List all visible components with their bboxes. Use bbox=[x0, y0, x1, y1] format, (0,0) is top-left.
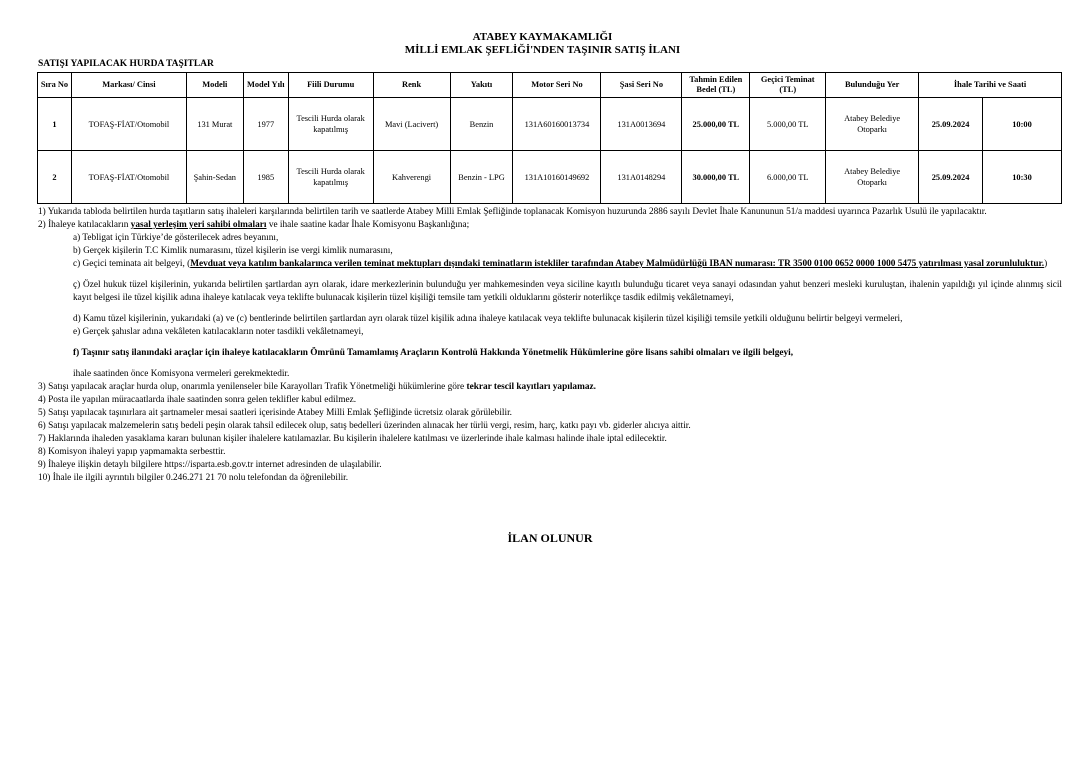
cell-color: Mavi (Lacivert) bbox=[373, 98, 450, 151]
cell-brand: TOFAŞ-FİAT/Otomobil bbox=[71, 151, 186, 204]
section-title: SATIŞI YAPILACAK HURDA TAŞITLAR bbox=[38, 59, 214, 69]
cell-no: 1 bbox=[38, 98, 72, 151]
cell-date: 25.09.2024 bbox=[919, 98, 983, 151]
paragraph-6: 6) Satışı yapılacak malzemelerin satış bedeli peşin olarak tahsil edilecek olup, satış bedelleri üzerinden alınacak her türlü vergi, resim, harç, katkı payı vb. giderler alıcıya aittir. bbox=[38, 421, 691, 431]
paragraph-1: 1) Yukarıda tabloda belirtilen hurda taşıtların satış ihaleleri karşılarında belirtilen tarih ve saatlerde Atabey Milli Emlak Şefliğinde toplanacak Komisyon huzurunda 2886 sayılı Devlet İhale Kanununun 51/a maddesi uyarınca Pazarlık Usulü ile yapılacaktır. bbox=[38, 207, 987, 217]
cell-location: Atabey Belediye Otoparkı bbox=[826, 98, 919, 151]
paragraph-4: 4) Posta ile yapılan müracaatlarda ihale saatinden sonra gelen teklifler kabul edilmez. bbox=[38, 395, 357, 405]
item-a: a) Tebligat için Türkiye’de gösterilecek adres beyanını, bbox=[73, 233, 279, 243]
paragraph-10: 10) İhale ile ilgili ayrıntılı bilgiler 0.246.271 21 70 nolu telefondan da öğrenilebilir. bbox=[38, 473, 349, 483]
item-d: d) Kamu tüzel kişilerinin, yukarıdaki (a) ve (c) bentlerinde belirtilen şartlardan ayrı olarak tüzel kişilik adına ihaleye katılacak veya teklifte bulunacak kişilerin tüzel kişiliği temsile yetkili olduğunu belirtir belgeyi vermeleri, bbox=[73, 314, 903, 324]
cell-bond: 5.000,00 TL bbox=[750, 98, 826, 151]
cell-chassis: 131A0013694 bbox=[601, 98, 682, 151]
item-c: c) Geçici teminata ait belgeyi, (Mevduat veya katılım bankalarınca verilen teminat mektupları dışındaki teminatların istekliler tarafından Atabey Malmüdürlüğü IBAN numarası: TR 3500 0100 0652 0000 1000 5475 yatırılması yasal zorunluluktur.) bbox=[73, 259, 1048, 269]
cell-time: 10:00 bbox=[983, 98, 1062, 151]
cell-year: 1977 bbox=[243, 98, 288, 151]
cell-date: 25.09.2024 bbox=[919, 151, 983, 204]
paragraph-2: 2) İhaleye katılacakların yasal yerleşim yeri sahibi olmaları ve ihale saatine kadar İhale Komisyonu Başkanlığına; bbox=[38, 220, 470, 230]
paragraph-8: 8) Komisyon ihaleyi yapıp yapmamakta serbesttir. bbox=[38, 447, 226, 457]
header-status: Fiili Durumu bbox=[288, 73, 373, 98]
title-line-1: ATABEY KAYMAKAMLIĞI bbox=[472, 31, 613, 43]
conditions-text bbox=[38, 206, 1062, 485]
cell-engine: 131A60160013734 bbox=[513, 98, 601, 151]
header-location: Bulunduğu Yer bbox=[826, 73, 919, 98]
table-row bbox=[38, 98, 1062, 151]
header-engine: Motor Seri No bbox=[513, 73, 601, 98]
cell-bond: 6.000,00 TL bbox=[750, 151, 826, 204]
cell-estimated-price: 30.000,00 TL bbox=[682, 151, 750, 204]
paragraph-3: 3) Satışı yapılacak araçlar hurda olup, onarımla yenilenseler bile Karayolları Trafik Yönetmeliği hükümlerine göre tekrar tescil kayıtları yapılamaz. bbox=[38, 382, 596, 392]
paragraph-9: 9) İhaleye ilişkin detaylı bilgilere https://isparta.esb.gov.tr internet adresinden de ulaşılabilir. bbox=[38, 460, 382, 470]
header-brand: Markası/ Cinsi bbox=[71, 73, 186, 98]
paragraph-2-underlined: yasal yerleşim yeri sahibi olmaları bbox=[130, 220, 267, 230]
paragraph-5: 5) Satışı yapılacak taşınırlara ait şartnameler mesai saatleri içerisinde Atabey Milli Emlak Şefliğinde ücretsiz olarak görülebilir. bbox=[38, 408, 512, 418]
cell-status: Tescili Hurda olarak kapatılmış bbox=[288, 98, 373, 151]
vehicle-table bbox=[37, 72, 1062, 204]
header-bond: Geçici Teminat (TL) bbox=[750, 73, 826, 98]
cell-fuel: Benzin - LPG bbox=[450, 151, 513, 204]
header-color: Renk bbox=[373, 73, 450, 98]
cell-no: 2 bbox=[38, 151, 72, 204]
item-f-continued: ihale saatinden önce Komisyona vermeleri gerekmektedir. bbox=[73, 369, 290, 379]
header-estimated-price: Tahmin Edilen Bedel (TL) bbox=[682, 73, 750, 98]
item-e: e) Gerçek şahıslar adına vekâleten katılacakların noter tasdikli vekâletnameyi, bbox=[73, 327, 364, 337]
cell-model: Şahin-Sedan bbox=[186, 151, 243, 204]
header-chassis: Şasi Seri No bbox=[601, 73, 682, 98]
header-model: Modeli bbox=[186, 73, 243, 98]
paragraph-7: 7) Haklarında ihaleden yasaklama kararı bulunan kişiler ihalelere katılamazlar. Bu kişilerin ihalelere katılması ve üzerlerinde ihale kalması halinde ihale iptal edilecektir. bbox=[38, 434, 667, 444]
table-header-row bbox=[38, 73, 1062, 98]
cell-chassis: 131A0148294 bbox=[601, 151, 682, 204]
cell-fuel: Benzin bbox=[450, 98, 513, 151]
cell-time: 10:30 bbox=[983, 151, 1062, 204]
item-cc: ç) Özel hukuk tüzel kişilerinin, yukarıda belirtilen şartlardan ayrı olarak, idare merkezlerinin bulunduğu yer mahkemesinden veya siciline kayıtlı bulunduğu ticaret veya sanayi odasından yahut benzeri mesleki kuruluştan, ihalenin yapıldığı yıl içinde alınmış sicil kayıt belgesi ile tüzel kişilik adına ihaleye katılacak veya teklifte bulunacak kişilerin tüzel kişiliği temsile tam yetkili olduklarını gösterir noterlikçe tasdik edilmiş vekâletnameyi, bbox=[73, 280, 1062, 303]
header-fuel: Yakıtı bbox=[450, 73, 513, 98]
cell-engine: 131A10160149692 bbox=[513, 151, 601, 204]
header-no: Sıra No bbox=[38, 73, 72, 98]
cell-year: 1985 bbox=[243, 151, 288, 204]
cell-model: 131 Murat bbox=[186, 98, 243, 151]
paragraph-3-bold: tekrar tescil kayıtları yapılamaz. bbox=[466, 382, 596, 392]
cell-brand: TOFAŞ-FİAT/Otomobil bbox=[71, 98, 186, 151]
item-b: b) Gerçek kişilerin T.C Kimlik numarasını, tüzel kişilerin ise vergi kimlik numarasını, bbox=[73, 246, 393, 256]
announcement-footer: İLAN OLUNUR bbox=[507, 531, 593, 545]
cell-estimated-price: 25.000,00 TL bbox=[682, 98, 750, 151]
item-f: f) Taşınır satış ilanındaki araçlar için ihaleye katılacakların Ömrünü Tamamlamış Araçların Kontrolü Hakkında Yönetmelik Hükümlerine göre lisans sahibi olmaları ve ilgili belgeyi, bbox=[73, 348, 794, 358]
header-year: Model Yılı bbox=[243, 73, 288, 98]
item-c-bold: Mevduat veya katılım bankalarınca verilen teminat mektupları dışındaki teminatların istekliler tarafından Atabey Malmüdürlüğü IBAN numarası: TR 3500 0100 0652 0000 1000 5475 yatırılması yasal zorunluluktur. bbox=[190, 259, 1045, 269]
table-row bbox=[38, 151, 1062, 204]
cell-color: Kahverengi bbox=[373, 151, 450, 204]
header-datetime: İhale Tarihi ve Saati bbox=[919, 73, 1062, 98]
cell-location: Atabey Belediye Otoparkı bbox=[826, 151, 919, 204]
cell-status: Tescili Hurda olarak kapatılmış bbox=[288, 151, 373, 204]
document-title bbox=[0, 31, 1085, 57]
title-line-2: MİLLİ EMLAK ŞEFLİĞİ'NDEN TAŞINIR SATIŞ İLANI bbox=[404, 44, 681, 56]
